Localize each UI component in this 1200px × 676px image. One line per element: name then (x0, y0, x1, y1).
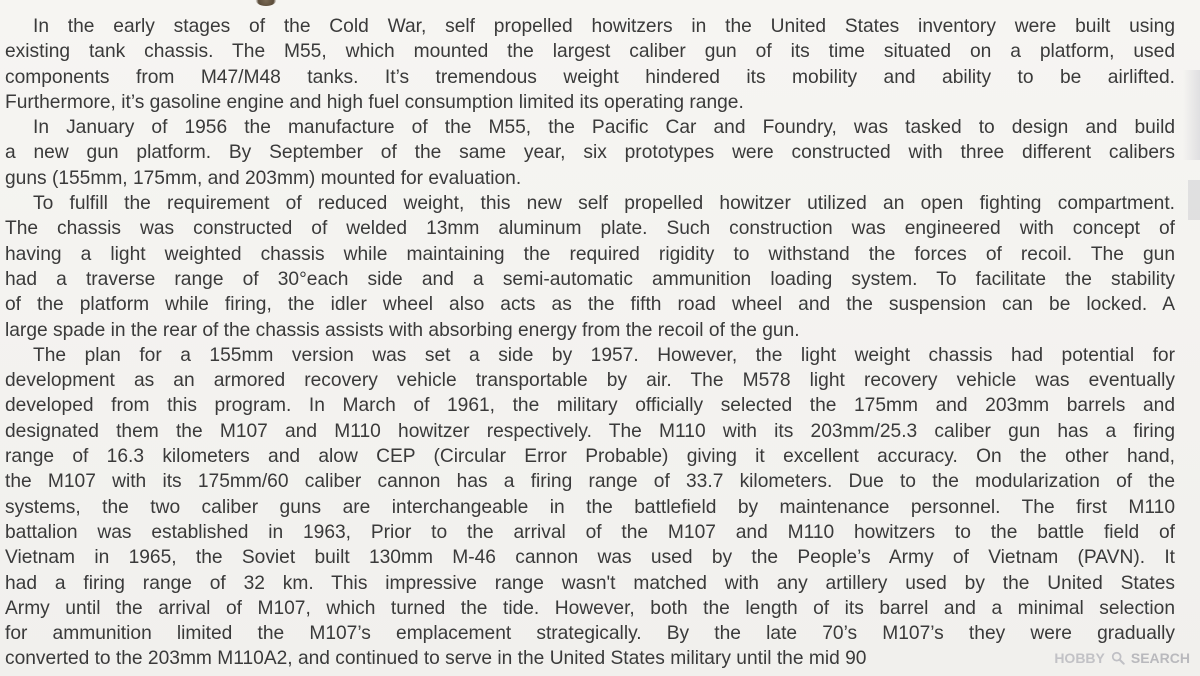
text-line: for ammunition limited the M107’s emplacement strategically. By the late 70’s M107’s they were gradually (5, 623, 1175, 645)
text-line: In January of 1956 the manufacture of the M55, the Pacific Car and Foundry, was tasked to design and build (33, 117, 1175, 139)
text-line: had a traverse range of 30°each side and a semi-automatic ammunition loading system. To facilitate the stability (5, 268, 1175, 290)
text-line: Vietnam in 1965, the Soviet built 130mm M-46 cannon was used by the People’s Army of Vietnam (PAVN). It (5, 547, 1175, 569)
text-line: large spade in the rear of the chassis assists with absorbing energy from the recoil of the gun. (5, 319, 800, 341)
text-line: converted to the 203mm M110A2, and continued to serve in the United States military until the mid 90 (5, 648, 867, 670)
text-line: designated them the M107 and M110 howitzer respectively. The M110 with its 203mm/25.3 caliber gun has a firing (5, 420, 1175, 442)
text-line: existing tank chassis. The M55, which mounted the largest caliber gun of its time situated on a platform, used (5, 41, 1175, 63)
text-line: development as an armored recovery vehicle transportable by air. The M578 light recovery vehicle was eventually (5, 370, 1175, 392)
text-line: components from M47/M48 tanks. It’s tremendous weight hindered its mobility and ability to be airlifted. (5, 66, 1175, 88)
article-body (5, 14, 1175, 672)
text-line: systems, the two caliber guns are interchangeable in the battlefield by maintenance personnel. The first M110 (5, 496, 1175, 518)
site-watermark (1054, 650, 1190, 666)
adjacent-page-edge (1183, 70, 1200, 160)
text-line: In the early stages of the Cold War, self propelled howitzers in the United States inventory were built using (33, 16, 1175, 37)
text-line: guns (155mm, 175mm, and 203mm) mounted for evaluation. (5, 167, 522, 189)
watermark-label: SEARCH (1130, 650, 1190, 666)
text-line: Army until the arrival of M107, which turned the tide. However, both the length of its barrel and a minimal selection (5, 597, 1175, 619)
text-line: of the platform while firing, the idler wheel also acts as the fifth road wheel and the suspension can be locked. A (5, 294, 1175, 316)
text-line: The chassis was constructed of welded 13mm aluminum plate. Such construction was engineered with concept of (5, 218, 1175, 240)
text-line: To fulfill the requirement of reduced weight, this new self propelled howitzer utilized an open fighting compartment. (33, 193, 1175, 215)
illustration-fragment (255, 0, 277, 6)
text-line: developed from this program. In March of 1961, the military officially selected the 175mm and 203mm barrels and (5, 395, 1175, 417)
text-line: Furthermore, it’s gasoline engine and high fuel consumption limited its operating range. (5, 91, 744, 113)
text-line: the M107 with its 175mm/60 caliber cannon has a firing range of 33.7 kilometers. Due to the modularization of the (5, 471, 1175, 493)
text-line: a new gun platform. By September of the same year, six prototypes were constructed with three different calibers (5, 142, 1175, 164)
text-line: The plan for a 155mm version was set a side by 1957. However, the light weight chassis had potential for (33, 344, 1175, 366)
text-line: having a light weighted chassis while maintaining the required rigidity to withstand the forces of recoil. The gun (5, 243, 1175, 265)
text-line: battalion was established in 1963, Prior to the arrival of the M107 and M110 howitzers to the battle field of (5, 521, 1175, 543)
adjacent-page-edge-lower (1188, 180, 1200, 220)
watermark-logo: HOBBY (1054, 650, 1105, 666)
text-line: had a firing range of 32 km. This impressive range wasn't matched with any artillery used by the United States (5, 572, 1175, 594)
search-icon (1111, 651, 1125, 665)
text-line: range of 16.3 kilometers and alow CEP (Circular Error Probable) giving it excellent accuracy. On the other hand, (5, 446, 1175, 468)
